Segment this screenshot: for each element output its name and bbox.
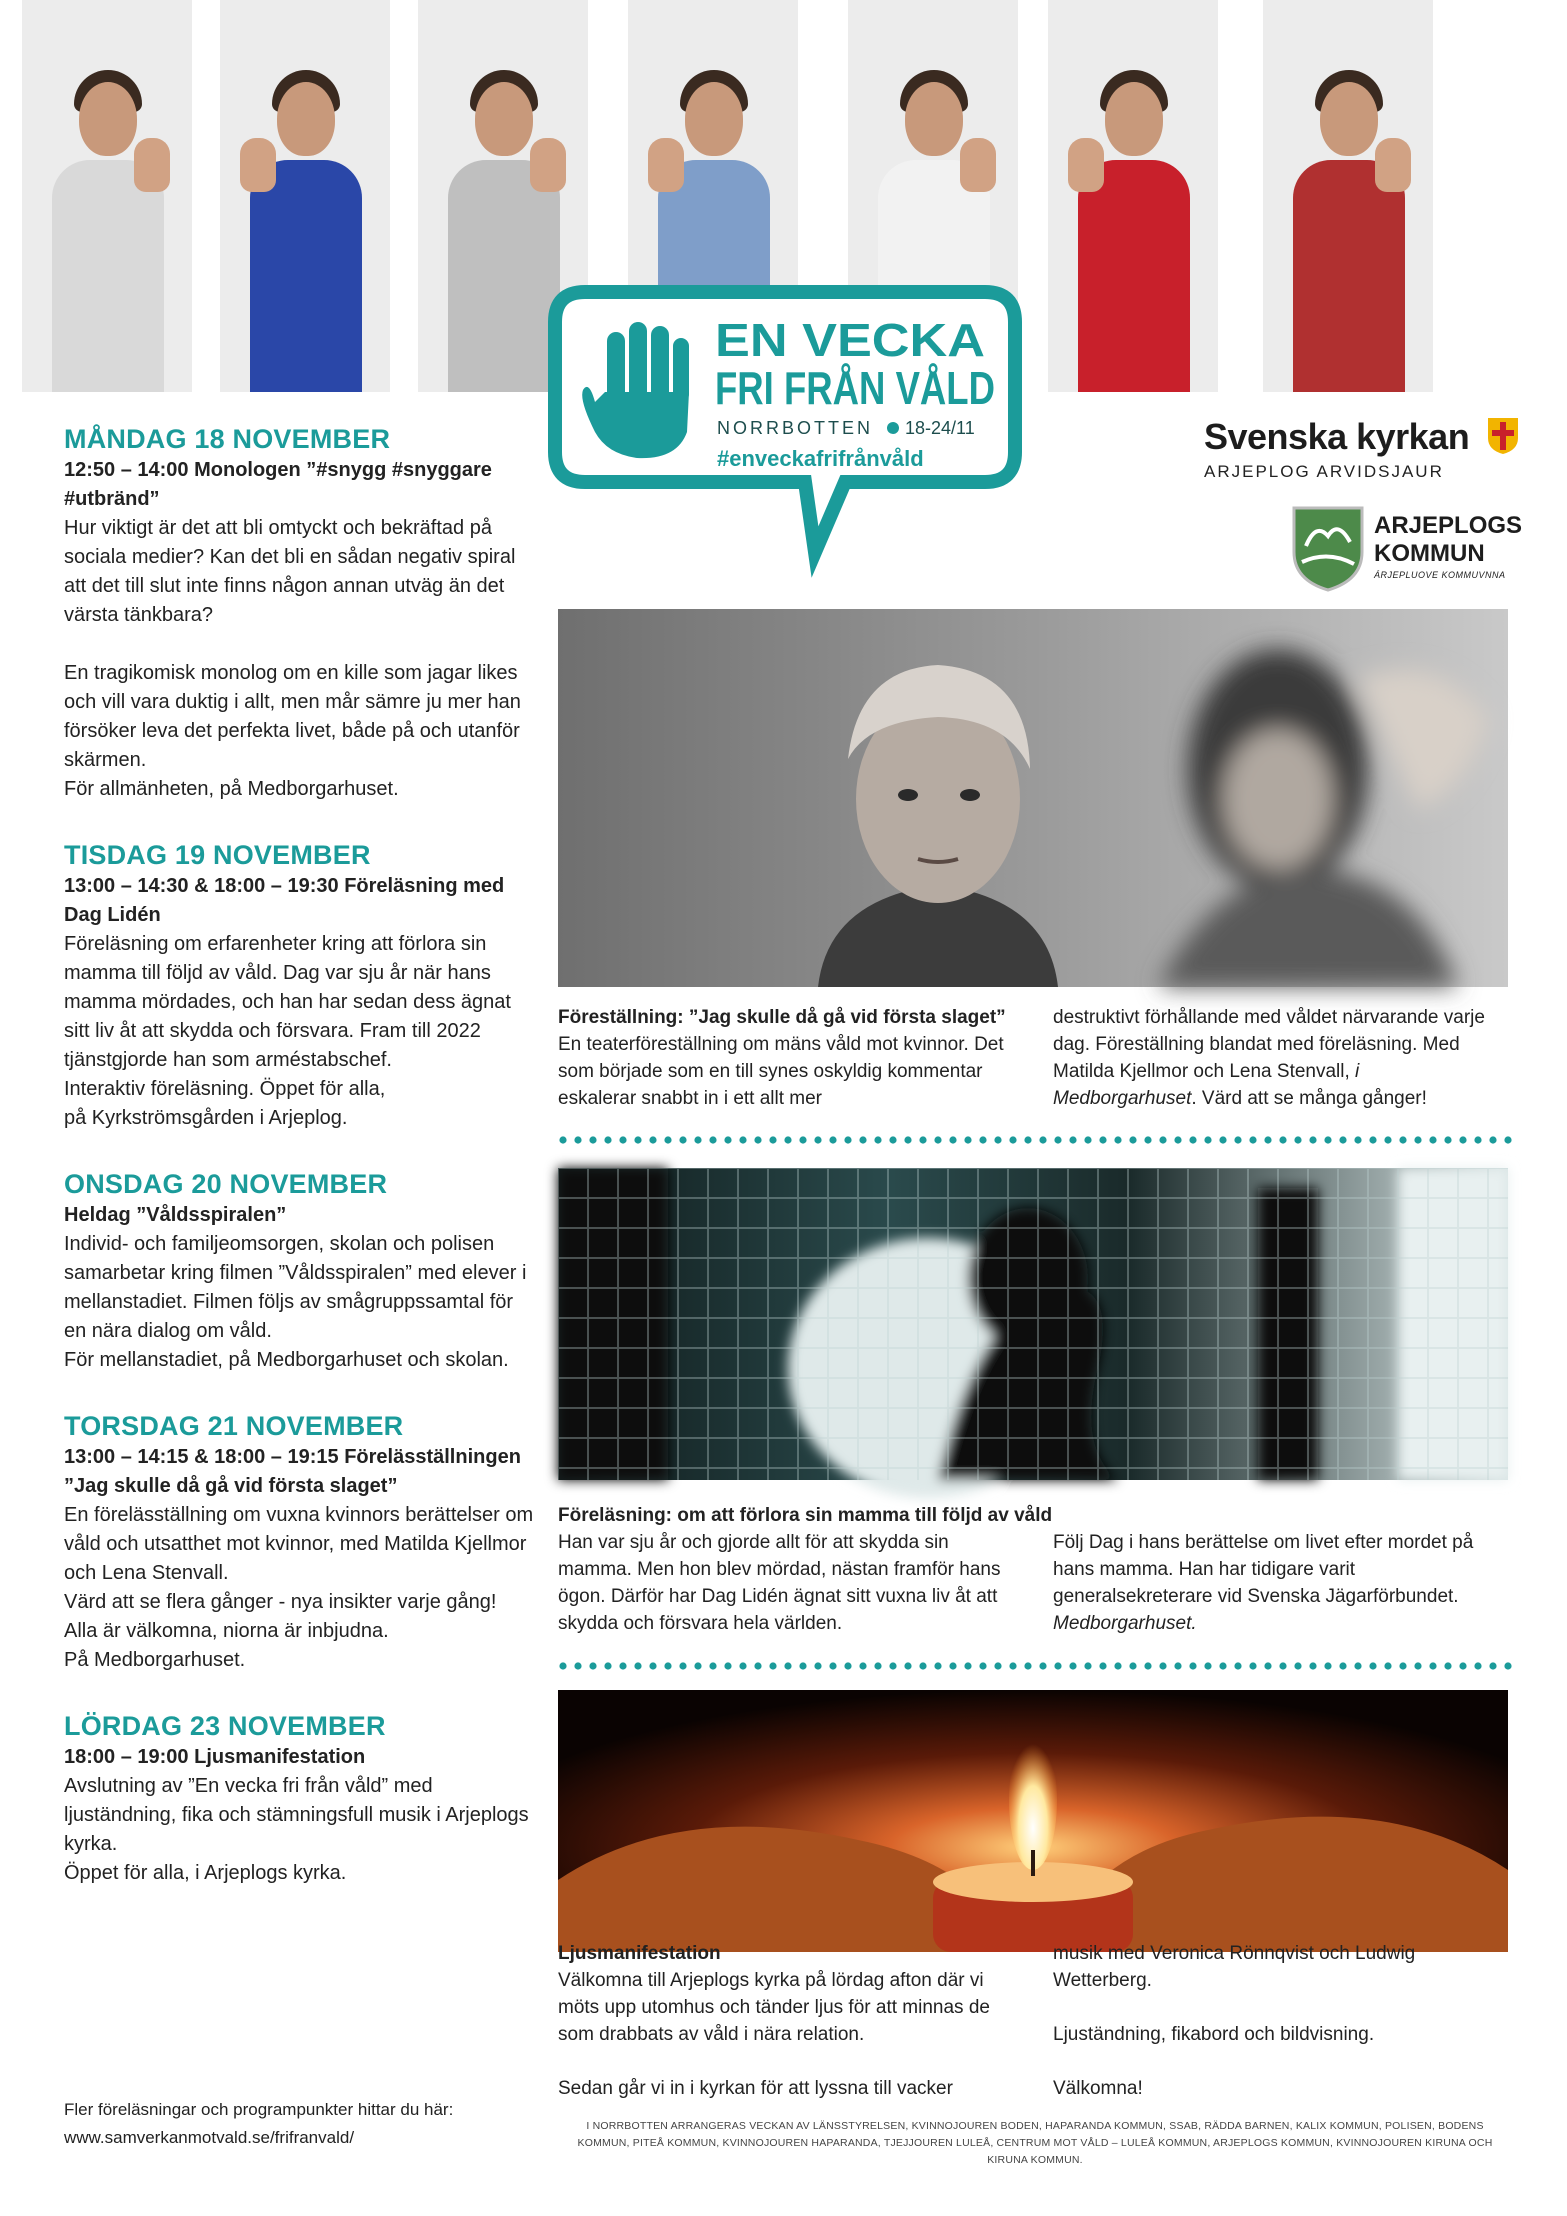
day-heading: TISDAG 19 NOVEMBER	[64, 840, 371, 870]
divider-dot	[1189, 1136, 1196, 1143]
day-description: Föreläsning om erfarenheter kring att förlora sin mamma till följd av våld. Dag var sju år när hans mamma mördades, och han har sedan dess ägnat sitt liv åt att skydda och försvara. Fram till 2022 tjänstgjorde han som arméstabschef. Interaktiv föreläsning. Öppet för alla, på Kyrkströmsgården i Arjeplog.	[64, 933, 511, 1129]
day-description: Individ- och familjeomsorgen, skolan och polisen samarbetar kring filmen ”Våldsspiralen” med elever i mellanstadiet. Filmen följs av smågruppssamtal för en nära dialog om våld. För mellanstadiet, på Medborgarhuset och skolan.	[64, 1233, 527, 1371]
divider-dot	[1099, 1662, 1106, 1669]
kommun-name-line2: KOMMUN	[1374, 540, 1485, 567]
divider-dot	[1504, 1662, 1511, 1669]
divider-dot	[1459, 1662, 1466, 1669]
day-description: En tragikomisk monolog om en kille som jagar likes och vill vara duktig i allt, men mår sämre ju mer han försöker leva det perfekta livet, både på och utanför skärmen. För allmänheten, på Medborgarhuset.	[64, 662, 521, 800]
footer-note	[64, 2096, 534, 2152]
divider-dot	[769, 1662, 776, 1669]
stop-hand	[240, 138, 276, 192]
caption-show-title: Föreställning: ”Jag skulle då gå vid första slaget”	[558, 1007, 1006, 1028]
person-photo	[22, 0, 192, 392]
divider-dot	[1159, 1136, 1166, 1143]
divider-dot	[709, 1662, 716, 1669]
caption-light-left-2: Sedan går vi in i kyrkan för att lyssna till vacker	[558, 2078, 953, 2099]
divider-dot	[829, 1662, 836, 1669]
schedule	[64, 422, 534, 1922]
divider-dot	[1129, 1662, 1136, 1669]
caption-show-left	[558, 1004, 1008, 1112]
divider-dot	[1204, 1662, 1211, 1669]
divider-dot	[679, 1136, 686, 1143]
divider-dot	[664, 1136, 671, 1143]
day-description: Hur viktigt är det att bli omtyckt och bekräftad på sociala medier? Kan det bli en sådan negativ spiral att det till slut inte finns någon annan utväg än det värsta tänkbara?	[64, 517, 516, 626]
caption-show-right-text: destruktivt förhållande med våldet närvarande varje dag. Föreställning blandat med föreläsning. Med Matilda Kjellmor och Lena Stenvall,	[1053, 1007, 1485, 1082]
schedule-day	[64, 838, 534, 1133]
divider-dot	[1099, 1136, 1106, 1143]
divider-dot	[1294, 1662, 1301, 1669]
divider-dot	[1114, 1136, 1121, 1143]
divider-dot	[994, 1136, 1001, 1143]
divider-dot	[604, 1662, 611, 1669]
divider-dot	[964, 1662, 971, 1669]
divider-dot	[1219, 1662, 1226, 1669]
footer-url-link[interactable]: www.samverkanmotvald.se/frifranvald/	[64, 2128, 355, 2147]
caption-lecture-left	[558, 1502, 1078, 1637]
caption-lecture-title: Föreläsning: om att förlora sin mamma till följd av våld	[558, 1505, 1053, 1526]
divider-dot	[634, 1136, 641, 1143]
divider-dot	[1234, 1662, 1241, 1669]
divider-dot	[769, 1136, 776, 1143]
divider-dot	[649, 1662, 656, 1669]
divider-dot	[1324, 1662, 1331, 1669]
divider-dot	[1474, 1136, 1481, 1143]
day-heading: TORSDAG 21 NOVEMBER	[64, 1411, 404, 1441]
divider-dot	[1444, 1662, 1451, 1669]
organizer-credits: I NORRBOTTEN ARRANGERAS VECKAN AV LÄNSSTYRELSEN, KVINNOJOUREN BODEN, HAPARANDA KOMMUN, SSAB, RÄDDA BARNEN, KALIX KOMMUN, POLISEN, BODENS KOMMUN, PITEÅ KOMMUN, KVINNOJOUREN HAPARANDA, TJEJJOUREN LULEÅ, CENTRUM MOT VÅLD – LULEÅ KOMMUN, ARJEPLOGS KOMMUN, KVINNOJOUREN KIRUNA OCH KIRUNA KOMMUN.	[577, 2120, 1493, 2166]
divider-dot	[1309, 1662, 1316, 1669]
divider-dot	[1249, 1662, 1256, 1669]
divider-dot	[739, 1136, 746, 1143]
caption-lecture-left-text: Han var sju år och gjorde allt för att skydda sin mamma. Men hon blev mördad, nästan framför hans ögon. Därför har Dag Lidén ägnat sitt vuxna liv åt att skydda och försvara hela världen.	[558, 1532, 1001, 1634]
divider-dot	[1294, 1136, 1301, 1143]
divider-dot	[799, 1662, 806, 1669]
person-photo	[1263, 0, 1433, 392]
stop-hand	[134, 138, 170, 192]
logo-line1: EN VECKA	[715, 314, 985, 366]
divider-dot	[1024, 1662, 1031, 1669]
caption-light-right	[1053, 1940, 1503, 2102]
schedule-day	[64, 1709, 534, 1888]
divider-dot	[1474, 1662, 1481, 1669]
stop-hand	[648, 138, 684, 192]
divider-dot	[1009, 1136, 1016, 1143]
person-torso	[448, 160, 560, 392]
divider-dot	[739, 1662, 746, 1669]
divider-dot	[1339, 1662, 1346, 1669]
divider-dot	[559, 1136, 566, 1143]
divider-dot	[1264, 1662, 1271, 1669]
caption-show-left-text: En teaterföreställning om mäns våld mot kvinnor. Det som började som en till synes oskyldig kommentar eskalerar snabbt in i ett allt mer	[558, 1034, 1004, 1109]
divider-dot	[934, 1662, 941, 1669]
dotted-divider	[558, 1661, 1518, 1671]
photo-candle	[558, 1690, 1508, 1952]
logo-dates: 18-24/11	[905, 418, 975, 438]
divider-dot	[1069, 1662, 1076, 1669]
divider-dot	[1114, 1662, 1121, 1669]
caption-show-venue: i Medborgarhuset	[1053, 1061, 1360, 1109]
person-head	[685, 82, 743, 156]
divider-dot	[814, 1136, 821, 1143]
divider-dot	[874, 1662, 881, 1669]
divider-dot	[1489, 1662, 1496, 1669]
person-head	[277, 82, 335, 156]
divider-dot	[1324, 1136, 1331, 1143]
stop-hand	[1375, 138, 1411, 192]
logo-hashtag: #enveckafrifrånvåld	[717, 446, 924, 471]
divider-dot	[1339, 1136, 1346, 1143]
caption-light-right-3: Välkomna!	[1053, 2078, 1143, 2099]
stop-hand	[1068, 138, 1104, 192]
person-torso	[1078, 160, 1190, 392]
person-torso	[1293, 160, 1405, 392]
divider-dot	[844, 1136, 851, 1143]
person-torso	[52, 160, 164, 392]
divider-dot	[1069, 1136, 1076, 1143]
divider-dot	[979, 1136, 986, 1143]
divider-dot	[1234, 1136, 1241, 1143]
divider-dot	[1129, 1136, 1136, 1143]
dotted-divider	[558, 1135, 1518, 1145]
divider-dot	[664, 1662, 671, 1669]
divider-dot	[679, 1662, 686, 1669]
person-photo	[220, 0, 390, 392]
caption-lecture-right	[1053, 1529, 1503, 1637]
divider-dot	[694, 1136, 701, 1143]
divider-dot	[709, 1136, 716, 1143]
divider-dot	[589, 1136, 596, 1143]
divider-dot	[1084, 1136, 1091, 1143]
divider-dot	[874, 1136, 881, 1143]
divider-dot	[1279, 1662, 1286, 1669]
divider-dot	[754, 1662, 761, 1669]
kommun-sub: ÁRJEPLUOVE KOMMUVNNA	[1374, 570, 1506, 580]
svenska-kyrkan-logo	[1204, 416, 1524, 486]
day-heading: MÅNDAG 18 NOVEMBER	[64, 424, 391, 454]
caption-show-right	[1053, 1004, 1503, 1112]
divider-dot	[694, 1662, 701, 1669]
divider-dot	[1174, 1662, 1181, 1669]
day-description: En föreläsställning om vuxna kvinnors berättelser om våld och utsatthet mot kvinnor, med Matilda Kjellmor och Lena Stenvall. Värd att se flera gånger - nya insikter varje gång! Alla är välkomna, niorna är inbjudna. På Medborgarhuset.	[64, 1504, 534, 1671]
divider-dot	[619, 1662, 626, 1669]
divider-dot	[904, 1662, 911, 1669]
person-head	[1105, 82, 1163, 156]
divider-dot	[754, 1136, 761, 1143]
divider-dot	[1039, 1136, 1046, 1143]
day-time: 18:00 – 19:00 Ljusmanifestation	[64, 1746, 366, 1768]
divider-dot	[559, 1662, 566, 1669]
day-description: Avslutning av ”En vecka fri från våld” med ljuständning, fika och stämningsfull musik i Arjeplogs kyrka. Öppet för alla, i Arjeplogs kyrka.	[64, 1775, 529, 1884]
divider-dot	[619, 1136, 626, 1143]
caption-lecture	[558, 1502, 1508, 1634]
caption-light-title: Ljusmanifestation	[558, 1943, 721, 1964]
divider-dot	[919, 1136, 926, 1143]
caption-light-left	[558, 1940, 1008, 2102]
divider-dot	[649, 1136, 656, 1143]
caption-lecture-right-text: Följ Dag i hans berättelse om livet efter mordet på hans mamma. Han har tidigare varit generalsekreterare vid Svenska Jägarförbundet.	[1053, 1532, 1474, 1607]
caption-light-right-2: Ljuständning, fikabord och bildvisning.	[1053, 2024, 1375, 2045]
divider-dot	[949, 1662, 956, 1669]
caption-light-left-1: Välkomna till Arjeplogs kyrka på lördag afton där vi möts upp utomhus och tänder ljus för att minnas de som drabbats av våld i nära relation.	[558, 1970, 990, 2045]
divider-dot	[1144, 1136, 1151, 1143]
divider-dot	[1219, 1136, 1226, 1143]
day-heading: ONSDAG 20 NOVEMBER	[64, 1169, 388, 1199]
divider-dot	[724, 1136, 731, 1143]
kommun-name-line1: ARJEPLOGS	[1374, 512, 1523, 539]
divider-dot	[1414, 1662, 1421, 1669]
person-photo	[1048, 0, 1218, 392]
divider-dot	[724, 1662, 731, 1669]
divider-dot	[1489, 1136, 1496, 1143]
divider-dot	[1369, 1662, 1376, 1669]
divider-dot	[829, 1136, 836, 1143]
divider-dot	[1384, 1136, 1391, 1143]
logo-line2: FRI FRÅN VÅLD	[715, 362, 995, 414]
day-heading: LÖRDAG 23 NOVEMBER	[64, 1711, 386, 1741]
divider-dot	[634, 1662, 641, 1669]
kommun-shield-icon	[1292, 506, 1364, 592]
divider-dot	[1174, 1136, 1181, 1143]
svenska-kyrkan-sub: ARJEPLOG ARVIDSJAUR	[1204, 462, 1444, 481]
svenska-kyrkan-name: Svenska kyrkan	[1204, 416, 1470, 457]
divider-dot	[1414, 1136, 1421, 1143]
divider-dot	[574, 1662, 581, 1669]
caption-show	[558, 1004, 1508, 1114]
divider-dot	[1204, 1136, 1211, 1143]
day-time: Heldag ”Våldsspiralen”	[64, 1204, 287, 1226]
divider-dot	[949, 1136, 956, 1143]
divider-dot	[1399, 1136, 1406, 1143]
divider-dot	[1504, 1136, 1511, 1143]
divider-dot	[1309, 1136, 1316, 1143]
person-head	[905, 82, 963, 156]
day-time: 13:00 – 14:30 & 18:00 – 19:30 Föreläsning med Dag Lidén	[64, 875, 505, 926]
divider-dot	[1054, 1136, 1061, 1143]
caption-lecture-venue: Medborgarhuset.	[1053, 1613, 1197, 1634]
divider-dot	[1369, 1136, 1376, 1143]
divider-dot	[1039, 1662, 1046, 1669]
campaign-logo	[545, 282, 1025, 582]
divider-dot	[919, 1662, 926, 1669]
footer-note-line1: Fler föreläsningar och programpunkter hittar du här:	[64, 2100, 454, 2119]
divider-dot	[1459, 1136, 1466, 1143]
divider-dot	[574, 1136, 581, 1143]
divider-dot	[904, 1136, 911, 1143]
schedule-day	[64, 1409, 534, 1675]
divider-dot	[799, 1136, 806, 1143]
divider-dot	[889, 1662, 896, 1669]
divider-dot	[1159, 1662, 1166, 1669]
divider-dot	[814, 1662, 821, 1669]
divider-dot	[784, 1662, 791, 1669]
caption-light	[558, 1940, 1508, 2110]
stop-hand	[960, 138, 996, 192]
person-head	[475, 82, 533, 156]
divider-dot	[889, 1136, 896, 1143]
schedule-day	[64, 1167, 534, 1375]
day-time: 12:50 – 14:00 Monologen ”#snygg #snyggare #utbränd”	[64, 459, 492, 510]
divider-dot	[1354, 1662, 1361, 1669]
photo-lecture	[558, 1168, 1508, 1480]
kommun-name	[1374, 512, 1522, 582]
person-torso	[250, 160, 362, 392]
divider-dot	[1054, 1662, 1061, 1669]
day-time: 13:00 – 14:15 & 18:00 – 19:15 Föreläsställningen ”Jag skulle då gå vid första slaget”	[64, 1446, 521, 1497]
caption-show-right-end: . Värd att se många gånger!	[1191, 1088, 1427, 1109]
divider-dot	[784, 1136, 791, 1143]
church-crest-icon	[1486, 416, 1520, 456]
divider-dot	[859, 1136, 866, 1143]
divider-dot	[934, 1136, 941, 1143]
logo-dot	[887, 422, 899, 434]
divider-dot	[1429, 1136, 1436, 1143]
divider-dot	[859, 1662, 866, 1669]
person-head	[79, 82, 137, 156]
divider-dot	[589, 1662, 596, 1669]
divider-dot	[1354, 1136, 1361, 1143]
arjeplogs-kommun-logo	[1292, 506, 1532, 596]
divider-dot	[1264, 1136, 1271, 1143]
caption-light-right-1: musik med Veronica Rönnqvist och Ludwig Wetterberg.	[1053, 1943, 1416, 1991]
divider-dot	[964, 1136, 971, 1143]
divider-dot	[1024, 1136, 1031, 1143]
stop-hand	[530, 138, 566, 192]
divider-dot	[604, 1136, 611, 1143]
divider-dot	[1189, 1662, 1196, 1669]
divider-dot	[1429, 1662, 1436, 1669]
divider-dot	[1084, 1662, 1091, 1669]
divider-dot	[1144, 1662, 1151, 1669]
divider-dot	[1249, 1136, 1256, 1143]
divider-dot	[1279, 1136, 1286, 1143]
person-head	[1320, 82, 1378, 156]
divider-dot	[1009, 1662, 1016, 1669]
schedule-day	[64, 422, 534, 804]
divider-dot	[1444, 1136, 1451, 1143]
divider-dot	[994, 1662, 1001, 1669]
divider-dot	[979, 1662, 986, 1669]
divider-dot	[1399, 1662, 1406, 1669]
photo-show	[558, 609, 1508, 987]
divider-dot	[844, 1662, 851, 1669]
logo-region: NORRBOTTEN	[717, 418, 873, 438]
divider-dot	[1384, 1662, 1391, 1669]
